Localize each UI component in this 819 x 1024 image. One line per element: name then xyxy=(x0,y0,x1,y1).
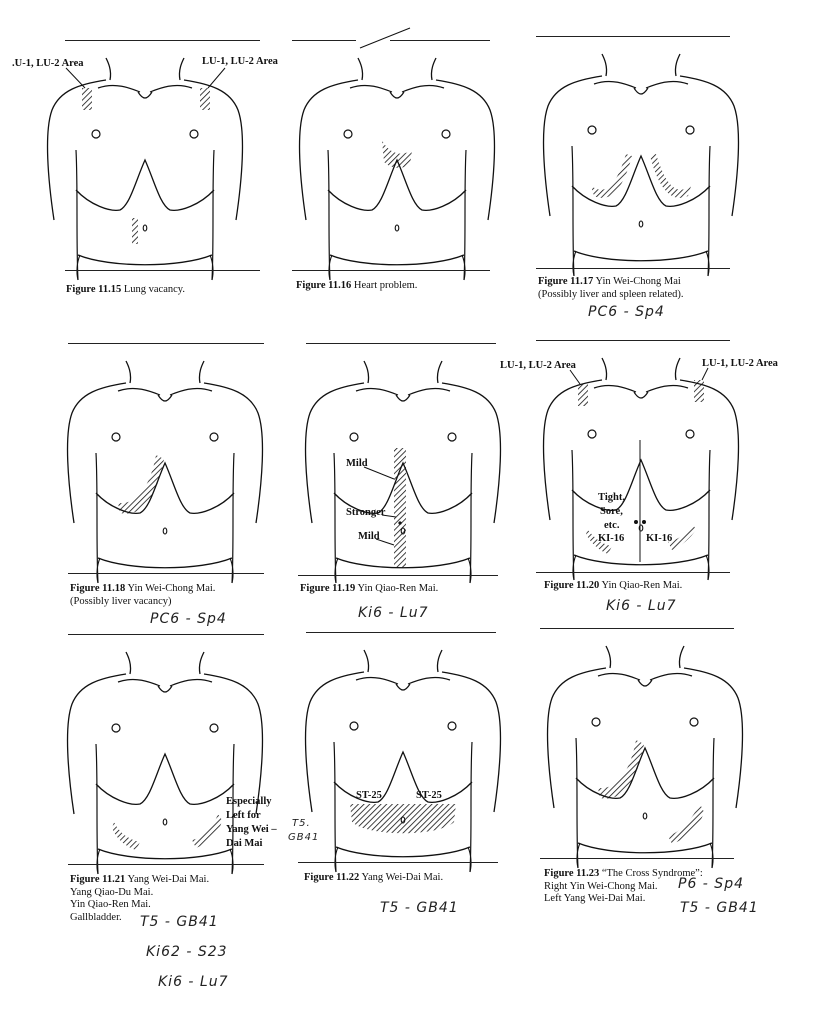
figure-number: Figure 11.16 xyxy=(296,280,352,291)
torso-illustration xyxy=(40,40,265,280)
figure-bottom-rule xyxy=(536,268,730,269)
caption-text: Yin Qiao-Ren Mai. xyxy=(70,899,151,910)
torso-illustration xyxy=(540,628,765,868)
figure-bottom-rule xyxy=(65,270,260,271)
shaded-area xyxy=(118,455,164,514)
shaded-area xyxy=(350,804,456,833)
caption-text: Left Yang Wei-Dai Mai. xyxy=(544,893,646,904)
figure-bottom-rule xyxy=(540,858,734,859)
figure-number: Figure 11.20 xyxy=(544,580,600,591)
caption-text: Yang Wei-Dai Mai. xyxy=(361,872,444,883)
figure-bottom-rule xyxy=(68,864,264,865)
figure-11-20 xyxy=(500,340,778,640)
figure-caption xyxy=(544,580,682,593)
handwritten-note: Ki6 - Lu7 xyxy=(358,605,429,621)
shaded-area xyxy=(382,140,412,168)
intensity-label: Mild xyxy=(346,458,368,469)
note-label: Dai Mai xyxy=(226,838,263,849)
point-label: ST-25 xyxy=(356,790,382,801)
figure-number: Figure 11.17 xyxy=(538,276,594,287)
handwritten-note: Ki6 - Lu7 xyxy=(158,974,229,990)
caption-text: Yin Qiao-Ren Mai. xyxy=(601,580,683,591)
shaded-area xyxy=(200,88,210,110)
figure-11-23 xyxy=(540,628,780,928)
figure-caption xyxy=(296,280,417,293)
note-label: Especially xyxy=(226,796,272,807)
handwritten-note: T5 - GB41 xyxy=(680,900,759,916)
shaded-area xyxy=(132,218,138,244)
figure-caption xyxy=(300,583,438,596)
handwritten-note: Ki6 - Lu7 xyxy=(606,598,677,614)
symptom-label: Sore, xyxy=(600,506,623,517)
handwritten-note: T5. xyxy=(292,818,311,829)
torso-illustration xyxy=(292,40,517,280)
caption-text: Yang Wei-Dai Mai. xyxy=(127,874,210,885)
shaded-area xyxy=(112,822,140,850)
figure-caption xyxy=(70,583,215,608)
figure-11-16 xyxy=(292,40,517,310)
caption-text: Right Yin Wei-Chong Mai. xyxy=(544,880,658,892)
caption-text: Lung vacancy. xyxy=(123,284,185,295)
caption-text: Heart problem. xyxy=(353,280,418,291)
shaded-area xyxy=(192,814,222,848)
symptom-label: Tight, xyxy=(598,492,625,503)
figure-caption xyxy=(66,284,185,297)
symptom-label: etc. xyxy=(604,520,620,531)
caption-text: Yin Wei-Chong Mai xyxy=(595,276,681,287)
area-label: LU-1, LU-2 Area xyxy=(702,358,778,369)
point-label: KI-16 xyxy=(646,533,673,544)
point-label: ST-25 xyxy=(416,790,442,801)
caption-text: (Possibly liver vacancy) xyxy=(70,595,172,607)
figure-caption xyxy=(538,276,684,301)
torso-illustration xyxy=(298,343,523,583)
figure-number: Figure 11.22 xyxy=(304,872,360,883)
figure-number: Figure 11.21 xyxy=(70,874,126,885)
figure-11-22 xyxy=(298,632,523,932)
caption-text: Yang Qiao-Du Mai. xyxy=(70,886,154,898)
caption-text: Yin Qiao-Ren Mai. xyxy=(357,583,439,594)
shaded-area xyxy=(82,88,92,110)
shaded-area xyxy=(668,804,704,844)
shaded-area xyxy=(694,380,704,402)
intensity-label: Stronger xyxy=(346,507,386,518)
handwritten-note: PC6 - Sp4 xyxy=(588,304,665,320)
torso-illustration xyxy=(536,36,761,276)
caption-text: Yin Wei-Chong Mai. xyxy=(127,583,216,594)
handwritten-note: T5 - GB41 xyxy=(380,900,459,916)
caption-text: Gallbladder. xyxy=(70,911,122,923)
figure-number: Figure 11.23 xyxy=(544,868,600,879)
caption-text: “The Cross Syndrome”: xyxy=(601,868,703,879)
caption-text: (Possibly liver and spleen related). xyxy=(538,288,684,300)
figure-bottom-rule xyxy=(298,862,498,863)
torso-illustration xyxy=(298,632,523,872)
handwritten-note: T5 - GB41 xyxy=(140,914,219,930)
figure-caption xyxy=(304,872,443,885)
figure-number: Figure 11.15 xyxy=(66,284,122,295)
shaded-area xyxy=(598,740,644,799)
shaded-area xyxy=(394,448,406,568)
note-label: Left for xyxy=(226,810,261,821)
point-label: KI-16 xyxy=(598,533,625,544)
figure-11-21 xyxy=(60,634,320,934)
shaded-area xyxy=(591,154,632,198)
area-label: LU-1, LU-2 Area xyxy=(202,56,278,67)
figure-bottom-rule xyxy=(292,270,490,271)
torso-illustration xyxy=(60,343,285,583)
area-label: LU-1, LU-2 Area xyxy=(500,360,576,371)
figure-bottom-rule xyxy=(68,573,264,574)
area-label: .U-1, LU-2 Area xyxy=(12,58,84,69)
handwritten-note: P6 - Sp4 xyxy=(678,876,744,892)
shaded-area xyxy=(578,384,588,406)
figure-number: Figure 11.19 xyxy=(300,583,356,594)
handwritten-note: PC6 - Sp4 xyxy=(150,611,227,627)
shaded-area xyxy=(650,154,691,198)
figure-bottom-rule xyxy=(298,575,498,576)
note-label: Yang Wei – xyxy=(226,824,277,835)
figure-11-19 xyxy=(298,343,523,643)
figure-bottom-rule xyxy=(536,572,730,573)
handwritten-note: Ki62 - S23 xyxy=(146,944,228,960)
figure-11-15 xyxy=(12,40,278,310)
figure-11-18 xyxy=(60,343,285,643)
intensity-label: Mild xyxy=(358,531,380,542)
figure-number: Figure 11.18 xyxy=(70,583,126,594)
handwritten-note: GB41 xyxy=(288,832,320,843)
figure-11-17 xyxy=(536,36,761,336)
